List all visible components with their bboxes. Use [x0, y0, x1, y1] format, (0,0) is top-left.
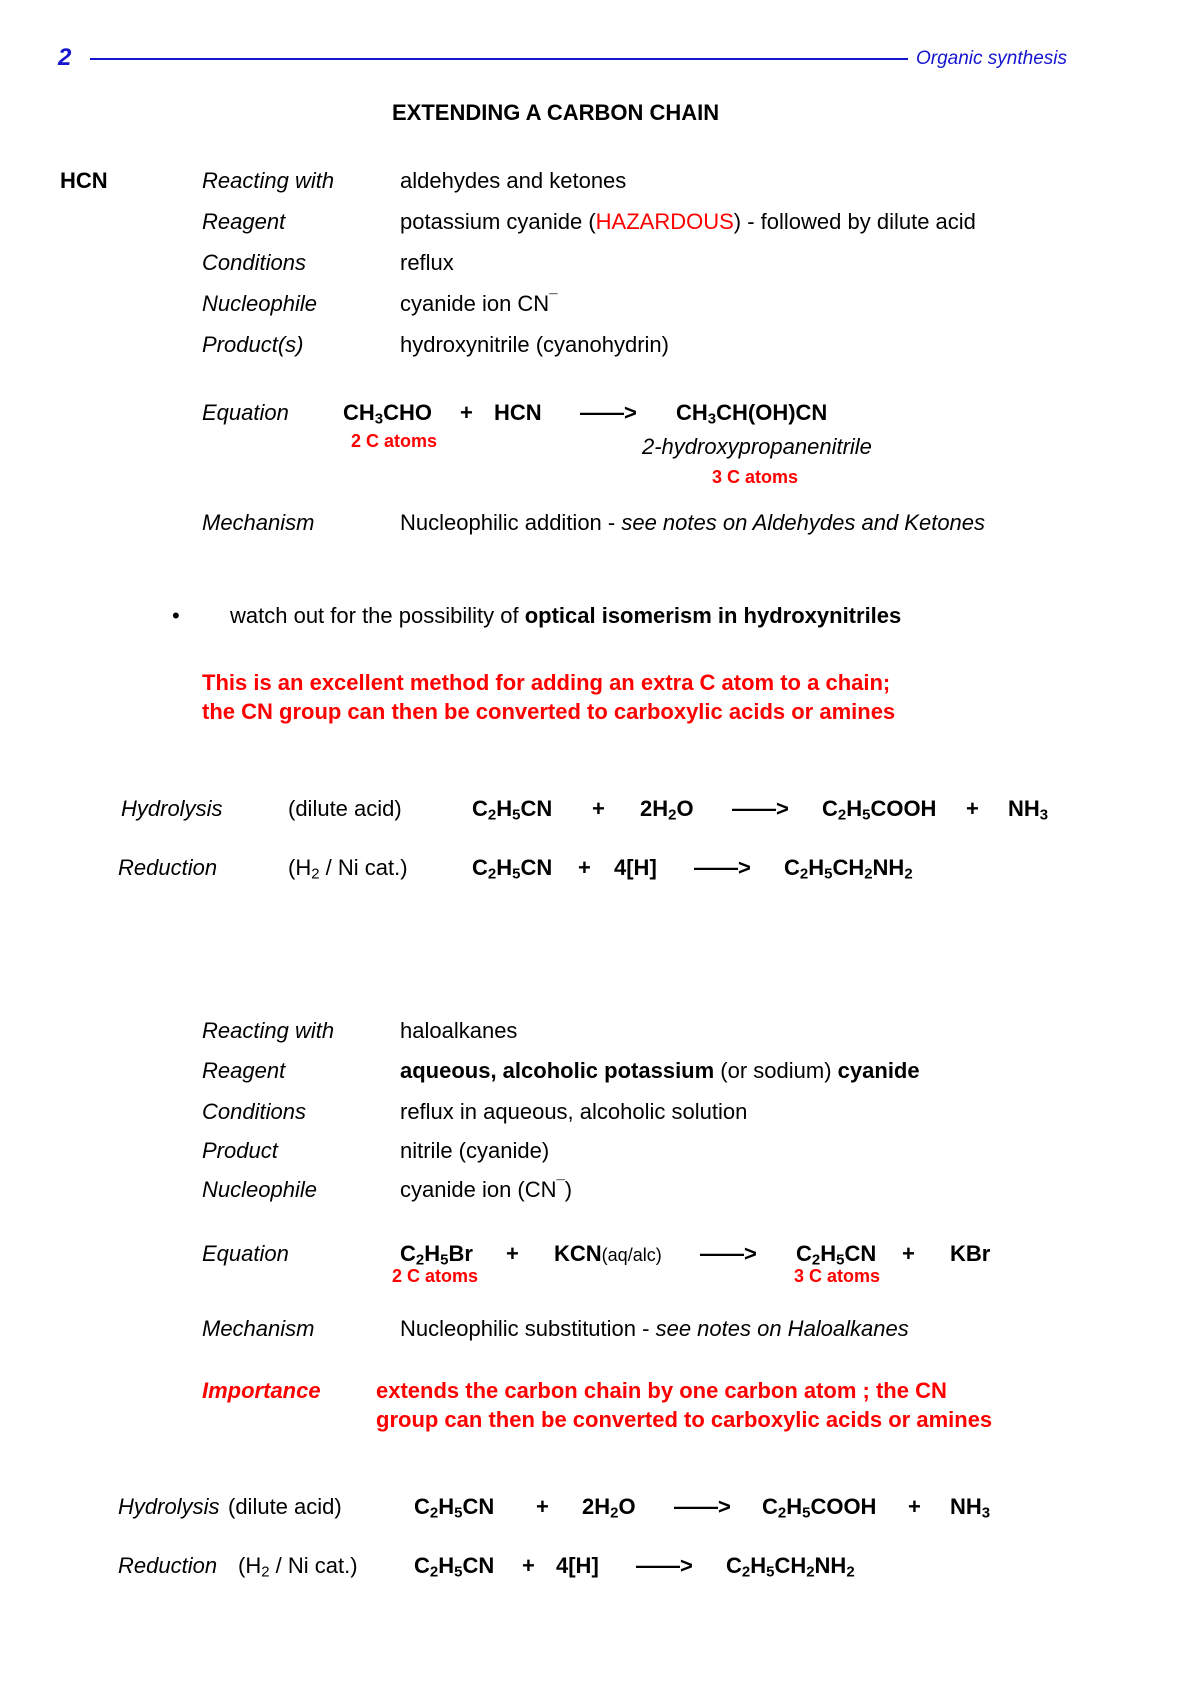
carbon-count-note: 3 C atoms — [794, 1266, 881, 1286]
hcn-label: HCN — [60, 168, 108, 193]
plus-sign: + — [536, 1494, 549, 1519]
bullet-point: • — [172, 603, 180, 628]
row-key: Nucleophile — [202, 291, 317, 316]
mechanism-label: Mechanism — [202, 1316, 315, 1341]
plus-sign: + — [460, 400, 473, 425]
importance-line: group can then be converted to carboxylic acids or amines — [376, 1407, 993, 1432]
highlight-line: the CN group can then be converted to carboxylic acids or amines — [202, 699, 896, 724]
mechanism-value: Nucleophilic addition - see notes on Aldehydes and Ketones — [400, 510, 986, 535]
reactant-kcn: KCN(aq/alc) — [554, 1241, 662, 1266]
reactant-nitrile: $C_2H_5CN$ — [472, 855, 553, 883]
reactant-nitrile: $C_2H_5CN$ — [414, 1494, 495, 1522]
row-key: Reagent — [202, 209, 286, 234]
carbon-count-note: 2 C atoms — [351, 431, 438, 451]
page-number: 2 — [58, 44, 72, 71]
reaction-arrow: ——> — [636, 1553, 693, 1578]
reaction-arrow: ——> — [694, 855, 751, 880]
product-amine: $C_2H_5CH_2NH_2$ — [784, 855, 913, 883]
reactant-hcn: HCN — [494, 400, 542, 425]
reduction-condition: ($H_2$ / Ni cat.) — [238, 1553, 358, 1581]
row-value: cyanide ion (CN¯) — [400, 1177, 573, 1202]
reactant-nitrile: $C_2H_5CN$ — [472, 796, 553, 824]
hazard-label: HAZARDOUS — [595, 209, 734, 234]
reduction-label: Reduction — [118, 855, 218, 880]
row-key: Reagent — [202, 1058, 286, 1083]
row-key: Reacting with — [202, 168, 335, 193]
hydrolysis-condition: (dilute acid) — [288, 796, 402, 821]
row-key: Reacting with — [202, 1018, 335, 1043]
row-value: haloalkanes — [400, 1018, 518, 1043]
mechanism-label: Mechanism — [202, 510, 315, 535]
highlight-line: This is an excellent method for adding an extra C atom to a chain; — [202, 670, 891, 695]
product-acid: $C_2H_5COOH$ — [762, 1494, 877, 1522]
plus-sign: + — [902, 1241, 915, 1266]
product-amine: $C_2H_5CH_2NH_2$ — [726, 1553, 855, 1581]
plus-sign: + — [592, 796, 605, 821]
mechanism-value: Nucleophilic substitution - see notes on Haloalkanes — [400, 1316, 909, 1341]
hydrolysis-condition: (dilute acid) — [228, 1494, 342, 1519]
reactant-hydrogen: 4[H] — [556, 1553, 599, 1578]
plus-sign: + — [578, 855, 591, 880]
reaction-arrow: ——> — [580, 400, 637, 425]
product-ammonia: $NH_3$ — [950, 1494, 991, 1522]
reactant-hydrogen: 4[H] — [614, 855, 657, 880]
row-key: Nucleophile — [202, 1177, 317, 1202]
row-value: reflux in aqueous, alcoholic solution — [400, 1099, 748, 1124]
product-acid: $C_2H_5COOH$ — [822, 796, 937, 824]
row-value: reflux — [400, 250, 454, 275]
plus-sign: + — [506, 1241, 519, 1266]
reactant-water: $2H_2O$ — [582, 1494, 636, 1522]
product-nitrile: $C_2H_5CN$ — [796, 1241, 877, 1269]
section-title: Organic synthesis — [916, 48, 1068, 69]
reactant-nitrile: $C_2H_5CN$ — [414, 1553, 495, 1581]
row-value: nitrile (cyanide) — [400, 1138, 550, 1163]
carbon-count-note: 3 C atoms — [712, 467, 799, 487]
plus-sign: + — [966, 796, 979, 821]
reactant-water: $2H_2O$ — [640, 796, 694, 824]
row-value: hydroxynitrile (cyanohydrin) — [400, 332, 669, 357]
product-ammonia: $NH_3$ — [1008, 796, 1049, 824]
row-key: Product(s) — [202, 332, 304, 357]
row-value: potassium cyanide (HAZARDOUS) - followed by dilute acid — [400, 209, 976, 234]
bullet-text: watch out for the possibility of optical isomerism in hydroxynitriles — [230, 603, 902, 628]
reaction-arrow: ——> — [700, 1241, 757, 1266]
row-value: cyanide ion CN¯ — [400, 291, 558, 316]
row-key: Conditions — [202, 250, 306, 275]
reactant-ch3cho: $CH_3CHO$ — [343, 400, 432, 428]
carbon-count-note: 2 C atoms — [392, 1266, 479, 1286]
hydrolysis-label: Hydrolysis — [121, 796, 223, 821]
product-name: 2-hydroxypropanenitrile — [642, 434, 872, 459]
plus-sign: + — [522, 1553, 535, 1578]
row-value: aqueous, alcoholic potassium (or sodium) cyanide — [400, 1058, 920, 1083]
product-kbr: KBr — [950, 1241, 991, 1266]
importance-line: extends the carbon chain by one carbon atom ; the CN — [376, 1378, 947, 1403]
importance-label: Importance — [202, 1378, 321, 1403]
product-hydroxynitrile: $CH_3CH(OH)CN$ — [676, 400, 828, 428]
equation-label: Equation — [202, 400, 289, 425]
reduction-label: Reduction — [118, 1553, 218, 1578]
reactant-bromoethane: $C_2H_5Br$ — [400, 1241, 473, 1269]
reduction-condition: ($H_2$ / Ni cat.) — [288, 855, 408, 883]
page-title: EXTENDING A CARBON CHAIN — [392, 100, 720, 125]
reaction-arrow: ——> — [732, 796, 789, 821]
hydrolysis-label: Hydrolysis — [118, 1494, 220, 1519]
plus-sign: + — [908, 1494, 921, 1519]
row-value: aldehydes and ketones — [400, 168, 627, 193]
header-rule — [90, 58, 908, 60]
equation-label: Equation — [202, 1241, 289, 1266]
reaction-arrow: ——> — [674, 1494, 731, 1519]
row-key: Product — [202, 1138, 278, 1163]
row-key: Conditions — [202, 1099, 306, 1124]
